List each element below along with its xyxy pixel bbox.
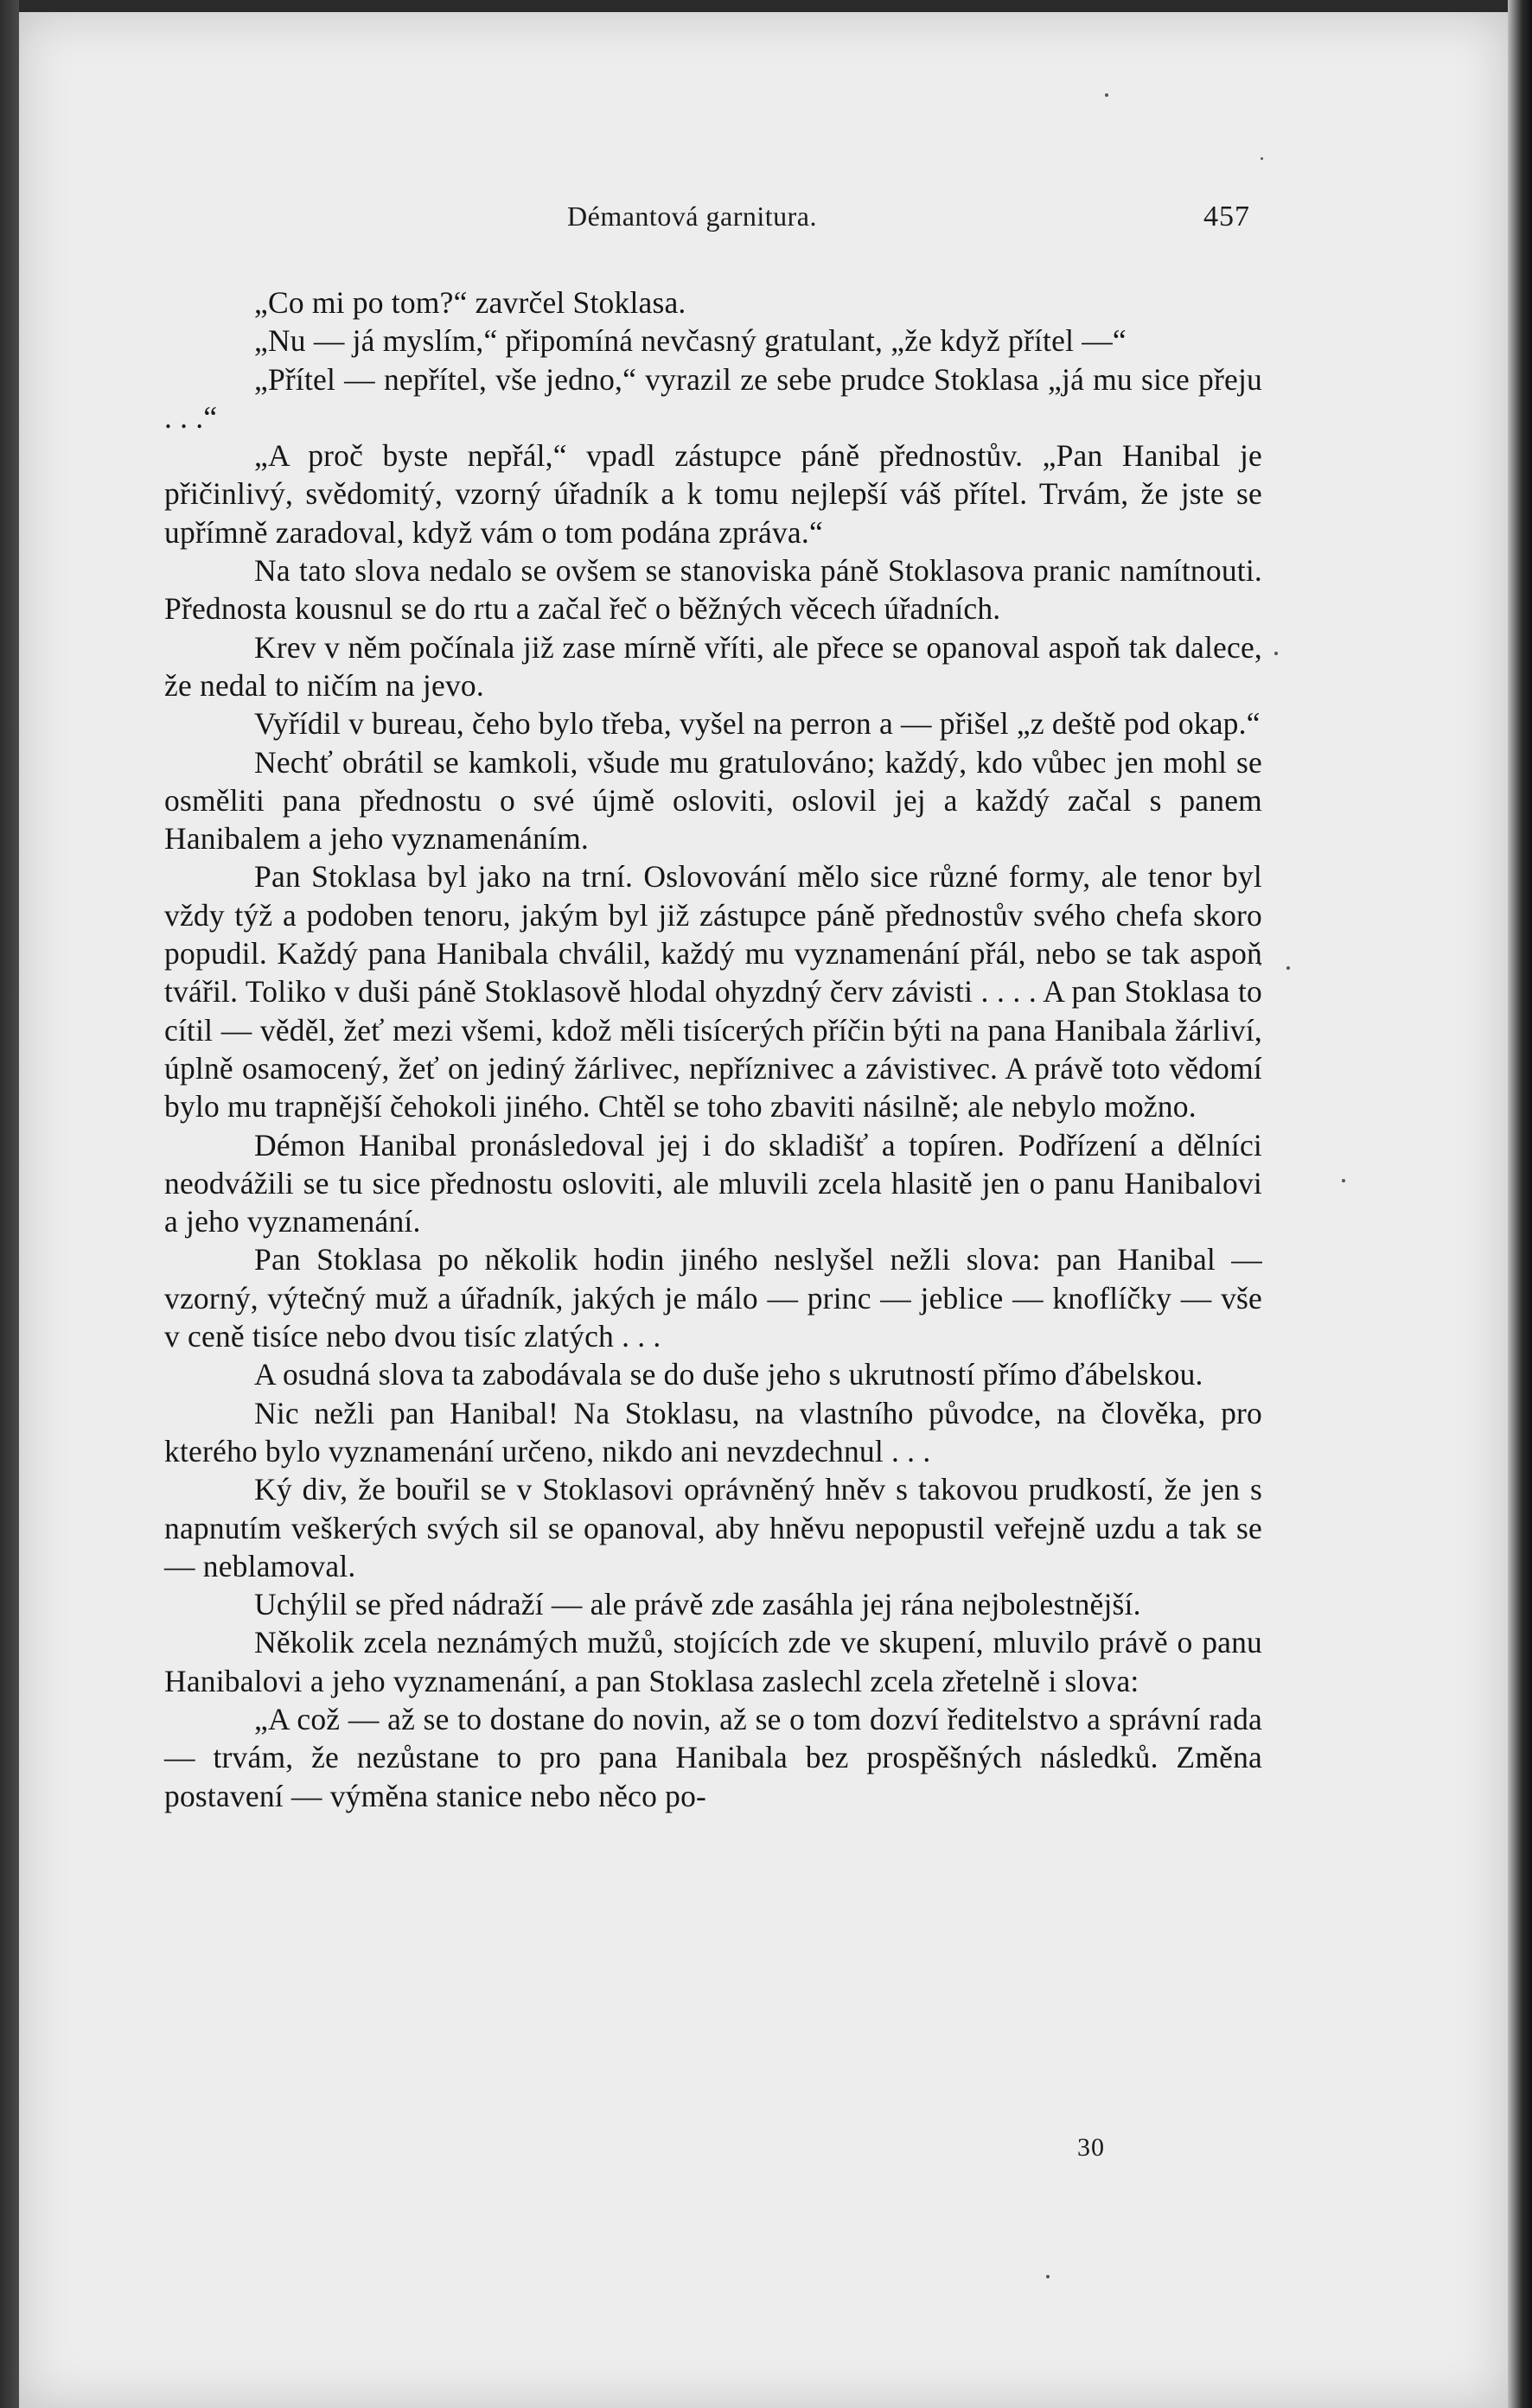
paragraph: Vyřídil v bureau, čeho bylo třeba, vyšel na perron a — přišel „z deště pod okap.“ (254, 706, 1261, 742)
paper-speck (1286, 966, 1290, 970)
body-text (164, 283, 1262, 1815)
paragraph: Ký div, že bouřil se v Stoklasovi oprávněný hněv s takovou prudkostí, že jen s napnutím veškerých svých sil se opanoval, aby hněvu nepopustil veřejně uzdu a tak se — neblamoval. (164, 1472, 1262, 1583)
paragraph: Uchýlil se před nádraží — ale právě zde zasáhla jej rána nejbolestnější. (254, 1587, 1141, 1622)
scan-right-edge (1508, 0, 1532, 2408)
paragraph: „A proč byste nepřál,“ vpadl zástupce páně přednostův. „Pan Hanibal je přičinlivý, svědomitý, vzorný úřadník a k tomu nejlepší váš přítel. Trvám, že jste se upřímně zaradoval, když vám o tom podána zpráva.“ (164, 438, 1262, 550)
paragraph: A osudná slova ta zabodávala se do duše jeho s ukrutností přímo ďábelskou. (254, 1357, 1203, 1392)
paragraph: „Nu — já myslím,“ připomíná nevčasný gratulant, „že když přítel —“ (254, 323, 1127, 359)
paragraph: Pan Stoklasa po několik hodin jiného neslyšel nežli slova: pan Hanibal — vzorný, výtečný muž a úřadník, jakých je málo — princ — jeblice — knoflíčky — vše v ceně tisíce nebo dvou tisíc zlatých . . . (164, 1242, 1262, 1354)
paragraph: Krev v něm počínala již zase mírně vříti, ale přece se opanoval aspoň tak dalece, že nedal to ničím na jevo. (164, 629, 1262, 703)
running-head: Démantová garnitura. (567, 201, 817, 232)
paper-speck (1261, 157, 1263, 160)
paragraph: Démon Hanibal pronásledoval jej i do skladišť a topíren. Podřízení a dělníci neodvážili se tu sice přednostu osloviti, ale mluvili zcela hlasitě jen o panu Hanibalovi a jeho vyznamenání. (164, 1127, 1262, 1239)
paper-speck (1046, 2275, 1050, 2278)
paper-speck (1342, 1179, 1345, 1182)
scan-left-edge (0, 0, 19, 2408)
paragraph: Na tato slova nedalo se ovšem se stanoviska páně Stoklasova pranic namítnouti. Přednosta kousnul se do rtu a začal řeč o běžných věcech úřadních. (164, 553, 1262, 627)
paragraph: Několik zcela neznámých mužů, stojících zde ve skupení, mluvilo právě o panu Hanibalovi a jeho vyznamenání, a pan Stoklasa zaslechl zcela zřetelně i slova: (164, 1625, 1262, 1698)
paper-speck (1105, 93, 1108, 97)
scan-top-edge (0, 0, 1532, 12)
paragraph: „Přítel — nepřítel, vše jedno,“ vyrazil ze sebe prudce Stoklasa „já mu sice přeju . . .“ (164, 361, 1262, 435)
paragraph: „A což — až se to dostane do novin, až se o tom dozví ředitelstvo a správní rada — trvám, že nezůstane to pro pana Hanibala bez prospěšných následků. Změna postavení — výměna stanice nebo něco po- (164, 1701, 1262, 1813)
paragraph: Nic nežli pan Hanibal! Na Stoklasu, na vlastního původce, na člověka, pro kterého bylo vyznamenání určeno, nikdo ani nevzdechnul . . . (164, 1395, 1262, 1468)
signature-mark: 30 (1077, 2133, 1105, 2162)
paper-speck (1274, 652, 1278, 655)
page-number: 457 (1203, 201, 1250, 233)
paragraph: Nechť obrátil se kamkoli, všude mu gratulováno; každý, kdo vůbec jen mohl se osměliti pana přednostu o své újmě osloviti, oslovil jej a každý začal s panem Hanibalem a jeho vyznamenáním. (164, 744, 1262, 857)
paragraph: Pan Stoklasa byl jako na trní. Oslovování mělo sice různé formy, ale tenor byl vždy týž a podoben tenoru, jakým byl již zástupce páně přednostův svého chefa skoro popudil. Každý pana Hanibala chválil, každý mu vyznamenání přál, nebo se tak aspoň tvářil. Toliko v duši páně Stoklasově hlodal ohyzdný červ závisti . . . . A pan Stoklasa to cítil — věděl, žeť mezi všemi, kdož měli tisícerých příčin býti na pana Hanibala žárliví, úplně osamocený, žeť on jediný žárlivec, nepříznivec a závistivec. A právě toto vědomí bylo mu trapnější čehokoli jiného. Chtěl se toho zbaviti násilně; ale nebylo možno. (164, 859, 1262, 1124)
paragraph: „Co mi po tom?“ zavrčel Stoklasa. (254, 285, 686, 320)
